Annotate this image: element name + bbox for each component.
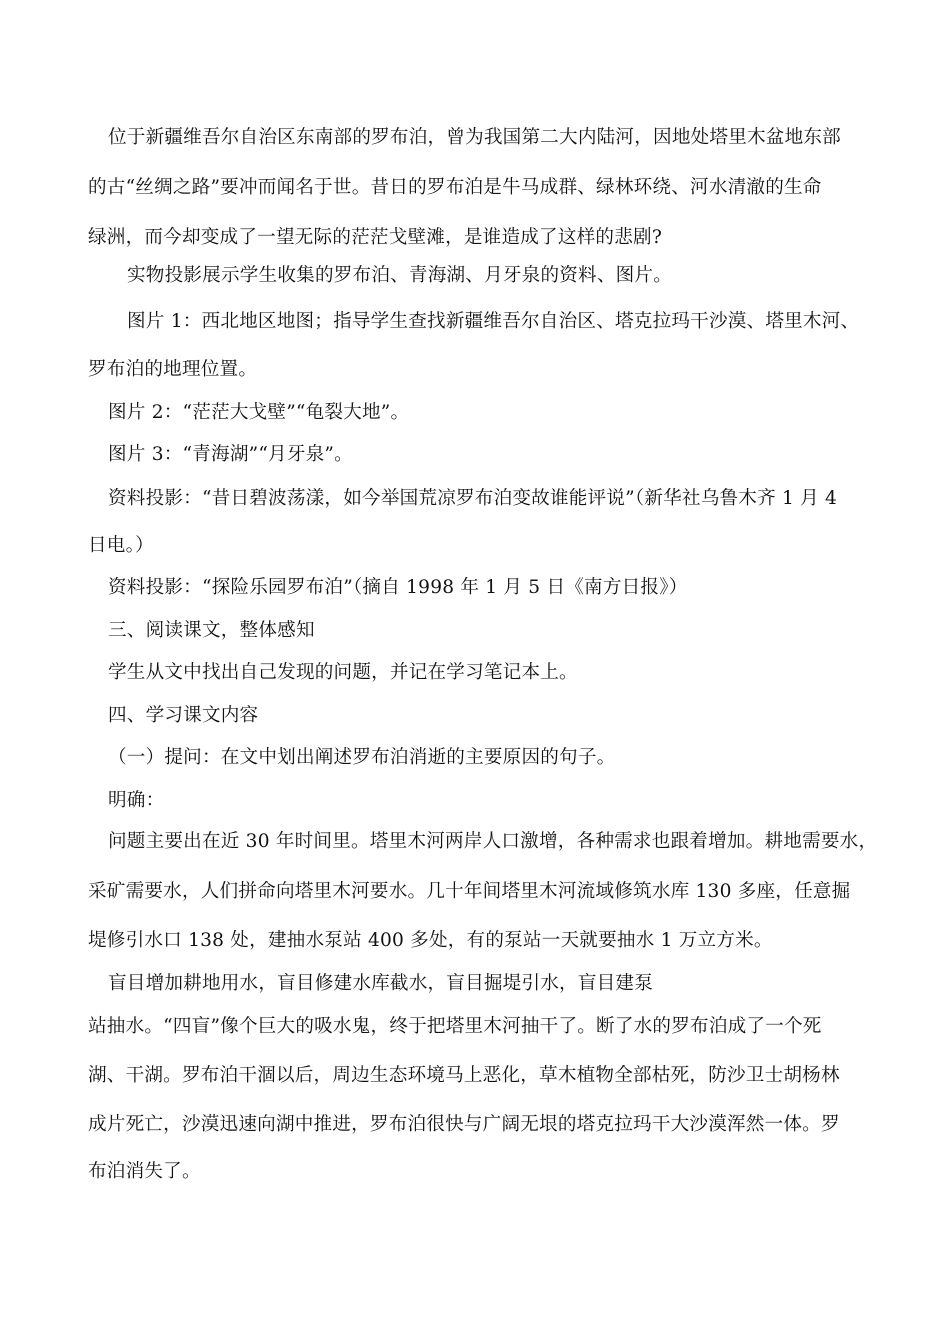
paragraph-line: 资料投影：“探险乐园罗布泊”（摘自 1998 年 1 月 5 日《南方日报》） bbox=[108, 577, 688, 598]
section-heading: 四、学习课文内容 bbox=[108, 705, 259, 726]
paragraph-line: 图片 3：“青海湖”“月牙泉”。 bbox=[108, 444, 353, 465]
paragraph-line: 罗布泊的地理位置。 bbox=[88, 359, 258, 380]
paragraph-line: 问题主要出在近 30 年时间里。塔里木河两岸人口激增，各种需求也跟着增加。耕地需要水， bbox=[108, 831, 878, 852]
paragraph-line: 图片 2：“茫茫大戈壁”“龟裂大地”。 bbox=[108, 402, 410, 423]
paragraph-line: 资料投影：“昔日碧波荡漾，如今举国荒凉罗布泊变故谁能评说”（新华社乌鲁木齐 1 月 4 bbox=[108, 488, 838, 509]
paragraph-line: 站抽水。“四盲”像个巨大的吸水鬼，终于把塔里木河抽干了。断了水的罗布泊成了一个死 bbox=[88, 1016, 822, 1037]
paragraph-line: 学生从文中找出自己发现的问题，并记在学习笔记本上。 bbox=[108, 662, 578, 683]
paragraph-line: 盲目增加耕地用水，盲目修建水库截水，盲目掘堤引水，盲目建泵 bbox=[108, 973, 654, 994]
paragraph-line: 布泊消失了。 bbox=[88, 1161, 201, 1182]
paragraph-line: 堤修引水口 138 处，建抽水泵站 400 多处，有的泵站一天就要抽水 1 万立方米。 bbox=[88, 930, 773, 951]
paragraph-line: 湖、干湖。罗布泊干涸以后，周边生态环境马上恶化，草木植物全部枯死，防沙卫士胡杨林 bbox=[88, 1065, 840, 1086]
paragraph-line: 成片死亡，沙漠迅速向湖中推进，罗布泊很快与广阔无垠的塔克拉玛干大沙漠浑然一体。罗 bbox=[88, 1114, 840, 1135]
paragraph-line: 位于新疆维吾尔自治区东南部的罗布泊，曾为我国第二大内陆河，因地处塔里木盆地东部 bbox=[108, 127, 841, 148]
section-heading: 三、阅读课文，整体感知 bbox=[108, 620, 315, 641]
paragraph-line: 图片 1：西北地区地图；指导学生查找新疆维吾尔自治区、塔克拉玛干沙漠、塔里木河、 bbox=[127, 311, 860, 332]
paragraph-line: 绿洲，而今却变成了一望无际的茫茫戈壁滩，是谁造成了这样的悲剧? bbox=[88, 227, 662, 248]
paragraph-line: （一）提问：在文中划出阐述罗布泊消逝的主要原因的句子。 bbox=[108, 747, 616, 768]
paragraph-line: 日电。） bbox=[88, 535, 154, 556]
paragraph-line: 的古“丝绸之路”要冲而闻名于世。昔日的罗布泊是牛马成群、绿林环绕、河水清澈的生命 bbox=[88, 177, 822, 198]
paragraph-line: 明确： bbox=[108, 790, 165, 811]
paragraph-line: 采矿需要水，人们拼命向塔里木河要水。几十年间塔里木河流域修筑水库 130 多座，任意掘 bbox=[88, 881, 851, 902]
paragraph-line: 实物投影展示学生收集的罗布泊、青海湖、月牙泉的资料、图片。 bbox=[127, 265, 673, 286]
